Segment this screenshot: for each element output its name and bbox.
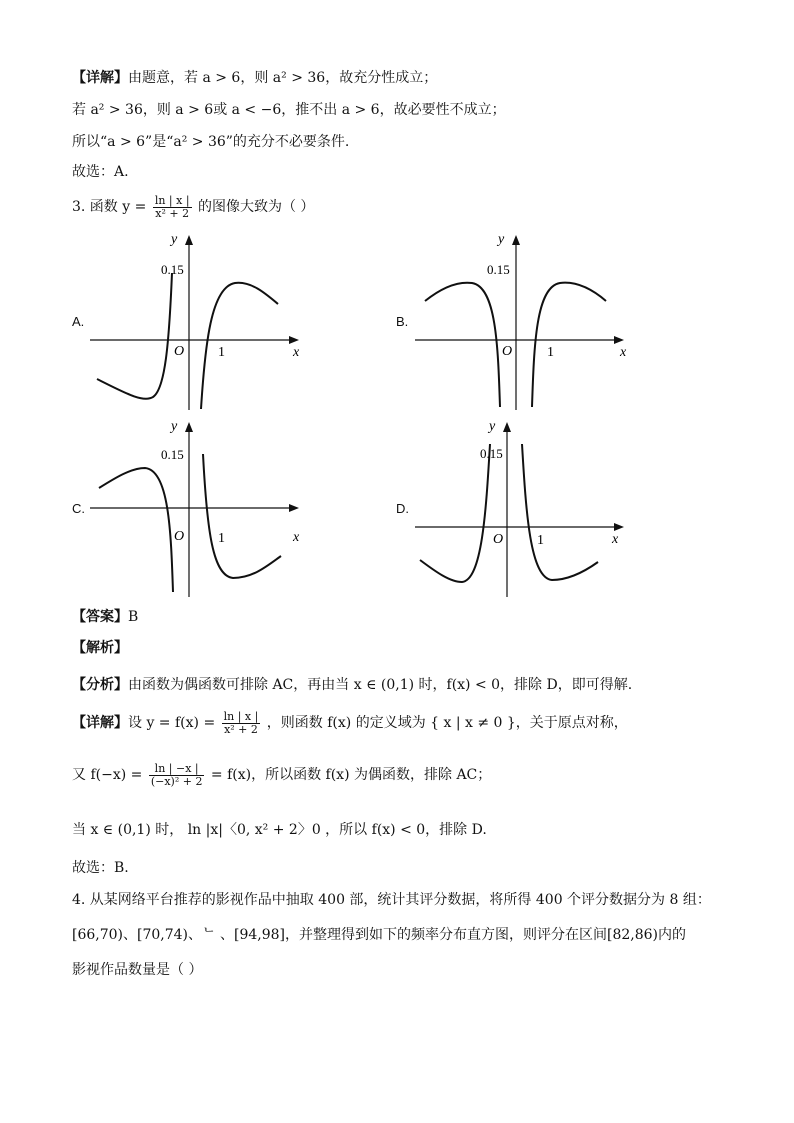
graph-d-origin-label: O bbox=[493, 532, 504, 547]
graph-c-right-branch bbox=[203, 454, 281, 578]
xiangjie-line-3: 当 x ∈ (0,1) 时， ln |x|〈0, x² + 2〉0 ，所以 f(x) < 0，排除 D. bbox=[72, 822, 487, 838]
xj2-suffix: = f(x)，所以函数 f(x) 为偶函数，排除 AC； bbox=[210, 767, 492, 783]
xj1-prefix: 设 y = f(x) = bbox=[128, 715, 216, 731]
answer-line bbox=[72, 607, 138, 627]
graph-c bbox=[85, 412, 315, 602]
detail-tag: 【详解】 bbox=[72, 70, 128, 86]
question-4-line-3: 影视作品数量是（ ） bbox=[72, 962, 203, 978]
graph-a-origin-label: O bbox=[174, 344, 185, 359]
graph-a-right-branch bbox=[201, 283, 278, 409]
question-3 bbox=[72, 194, 314, 220]
answer-value: B bbox=[128, 609, 139, 625]
q3-suffix: 的图像大致为（ ） bbox=[197, 199, 315, 215]
graph-b-right-branch bbox=[532, 283, 606, 407]
graph-d-right-branch bbox=[522, 444, 598, 580]
option-a-label: A. bbox=[72, 314, 85, 329]
graph-b-one-label: 1 bbox=[547, 345, 554, 360]
option-c-label: C. bbox=[72, 501, 85, 516]
graph-a-y-label: y bbox=[171, 232, 178, 247]
choice-line-2: 故选：B. bbox=[72, 860, 129, 876]
graph-d-one-label: 1 bbox=[537, 533, 544, 548]
fenxi-line bbox=[72, 675, 632, 695]
graph-c-origin-label: O bbox=[174, 529, 185, 544]
fenxi-text: 由函数为偶函数可排除 AC，再由当 x ∈ (0,1) 时，f(x) < 0，排除 D，即可得解. bbox=[128, 677, 633, 693]
xj2-numerator: ln | −x | bbox=[149, 763, 205, 776]
graph-b bbox=[410, 225, 640, 415]
fenxi-tag: 【分析】 bbox=[72, 677, 128, 693]
graph-c-tick-label: 0.15 bbox=[161, 447, 184, 462]
graph-a-tick-label: 0.15 bbox=[161, 262, 184, 277]
choice-line-1: 故选：A. bbox=[72, 164, 129, 180]
answer-tag: 【答案】 bbox=[72, 609, 128, 625]
graph-b-left-branch bbox=[425, 283, 500, 407]
detail-line-2: 若 a² > 36，则 a > 6或 a < −6，推不出 a > 6，故必要性不成立； bbox=[72, 102, 506, 118]
graph-d-left-branch bbox=[420, 444, 490, 582]
graph-c-left-branch bbox=[99, 468, 173, 592]
xj2-prefix: 又 f(−x) = bbox=[72, 767, 143, 783]
graph-d-tick-label: 0.15 bbox=[480, 446, 503, 461]
graph-d bbox=[410, 412, 640, 602]
graph-a-one-label: 1 bbox=[218, 345, 225, 360]
detail-text: 由题意，若 a > 6，则 a² > 36，故充分性成立； bbox=[128, 70, 438, 86]
question-4-line-2: [66,70)、[70,74)、ᄂ 、[94,98]，并整理得到如下的频率分布直方图，则评分在区间[82,86)内的 bbox=[72, 927, 686, 943]
xiangjie-line-1 bbox=[72, 708, 628, 738]
xiangjie-line-2 bbox=[72, 760, 491, 790]
q3-denominator: x² + 2 bbox=[155, 206, 190, 220]
graph-c-x-label: x bbox=[293, 530, 300, 545]
question-4-line-1: 4. 从某网络平台推荐的影视作品中抽取 400 部，统计其评分数据，将所得 400 个评分数据分为 8 组： bbox=[72, 892, 711, 908]
graph-a bbox=[85, 225, 315, 415]
xj1-denominator: x² + 2 bbox=[224, 722, 258, 736]
graph-c-one-label: 1 bbox=[218, 531, 225, 546]
graph-b-origin-label: O bbox=[502, 344, 513, 359]
q3-prefix: 3. 函数 y = bbox=[72, 199, 147, 215]
option-b-label: B. bbox=[396, 314, 409, 329]
xj2-denominator: (−x)² + 2 bbox=[150, 774, 203, 788]
graph-a-left-branch bbox=[97, 273, 172, 399]
xiangjie-tag: 【详解】 bbox=[72, 715, 128, 731]
q3-numerator: ln | x | bbox=[154, 193, 190, 207]
xj1-fraction bbox=[222, 711, 261, 736]
option-d-label: D. bbox=[396, 501, 409, 516]
xj1-numerator: ln | x | bbox=[223, 709, 259, 723]
detail-line-1 bbox=[72, 68, 437, 88]
graph-b-y-label: y bbox=[498, 232, 505, 247]
graph-d-y-label: y bbox=[489, 419, 496, 434]
graph-b-x-label: x bbox=[620, 345, 627, 360]
graph-c-y-label: y bbox=[171, 419, 178, 434]
graph-d-x-label: x bbox=[612, 532, 619, 547]
xj2-fraction bbox=[149, 763, 205, 788]
graph-a-x-label: x bbox=[293, 345, 300, 360]
q3-fraction bbox=[153, 195, 192, 220]
xj1-suffix: ，则函数 f(x) 的定义域为 { x | x ≠ 0 }，关于原点对称， bbox=[266, 715, 628, 731]
analysis-tag: 【解析】 bbox=[72, 640, 128, 656]
graph-b-tick-label: 0.15 bbox=[487, 262, 510, 277]
detail-line-3: 所以“a > 6”是“a² > 36”的充分不必要条件. bbox=[72, 134, 350, 150]
